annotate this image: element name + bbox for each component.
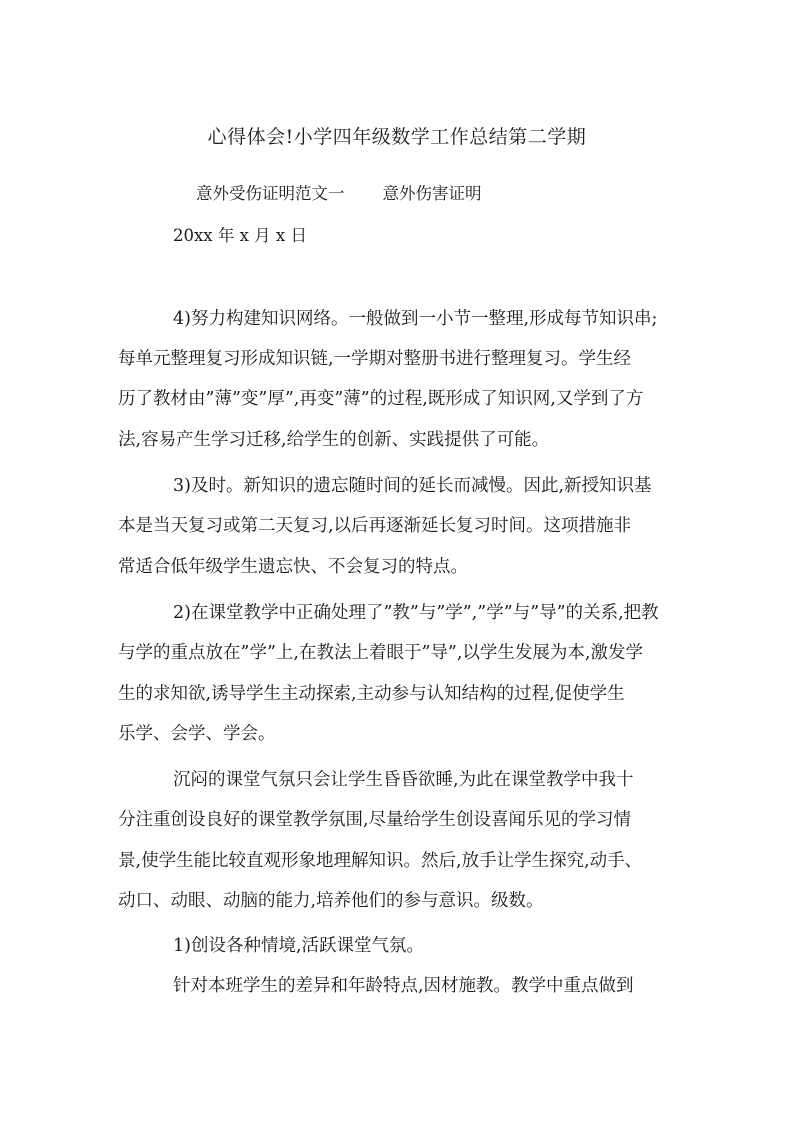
subtitle-left: 意外受伤证明范文一 [196, 184, 345, 203]
paragraph-line: 本是当天复习或第二天复习,以后再逐渐延长复习时间。这项措施非 [118, 516, 632, 536]
paragraph-line: 常适合低年级学生遗忘快、不会复习的特点。 [118, 557, 468, 577]
paragraph-line: 法,容易产生学习迁移,给学生的创新、实践提供了可能。 [118, 430, 550, 450]
paragraph-line: 4)努力构建知识网络。一般做到一小节一整理,形成每节知识串; [173, 309, 658, 329]
paragraph-line: 针对本班学生的差异和年龄特点,因材施教。教学中重点做到 [173, 976, 634, 996]
paragraph-line: 每单元整理复习形成知识链,一学期对整册书进行整理复习。学生经 [118, 349, 632, 369]
paragraph-line: 景,使学生能比较直观形象地理解知识。然后,放手让学生探究,动手、 [118, 851, 643, 871]
paragraph-line: 2)在课堂教学中正确处理了”教”与”学”,”学”与”导”的关系,把教 [173, 603, 659, 623]
paragraph-line: 生的求知欲,诱导学生主动探索,主动参与认知结构的过程,促使学生 [118, 684, 625, 704]
document-date: 20xx 年 x 月 x 日 [173, 226, 307, 245]
paragraph-line: 1)创设各种情境,活跃课堂气氛。 [173, 936, 425, 956]
paragraph-line: 3)及时。新知识的遗忘随时间的延长而减慢。因此,新授知识基 [173, 476, 652, 496]
paragraph-line: 分注重创设良好的课堂教学氛围,尽量给学生创设喜闻乐见的学习情 [118, 810, 632, 830]
paragraph-line: 动口、动眼、动脑的能力,培养他们的参与意识。级数。 [118, 891, 544, 911]
subtitle-right: 意外伤害证明 [382, 184, 482, 203]
paragraph-line: 乐学、会学、学会。 [118, 724, 276, 744]
paragraph-line: 沉闷的课堂气氛只会让学生昏昏欲睡,为此在课堂教学中我十 [173, 770, 634, 790]
document-title: 心得体会!小学四年级数学工作总结第二学期 [207, 126, 587, 148]
paragraph-line: 与学的重点放在”学”上,在教法上着眼于”导”,以学生发展为本,激发学 [118, 643, 643, 663]
document-subtitle [196, 182, 482, 206]
paragraph-line: 历了教材由”薄”变”厚”,再变”薄”的过程,既形成了知识网,又学到了方 [118, 389, 644, 409]
